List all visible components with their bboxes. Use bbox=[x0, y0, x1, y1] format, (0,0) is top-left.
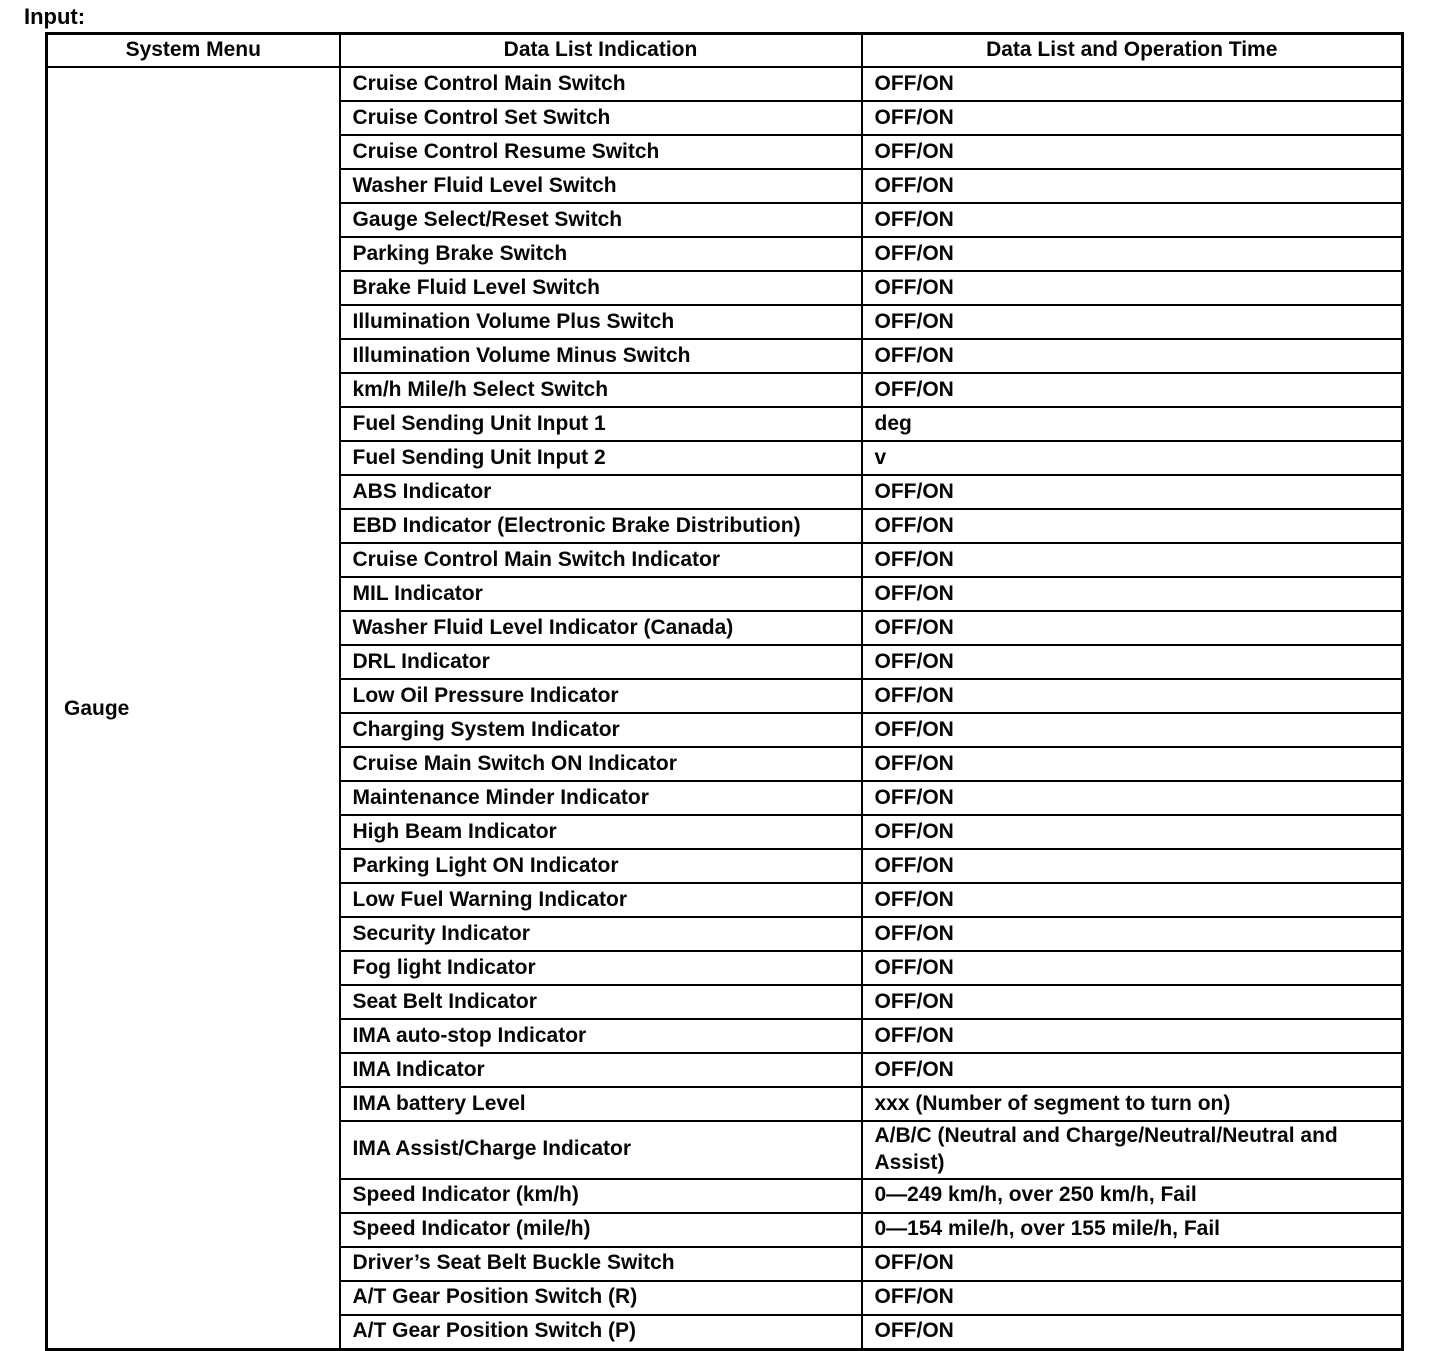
value-cell: OFF/ON bbox=[862, 509, 1403, 543]
indication-cell: ABS Indicator bbox=[340, 475, 862, 509]
system-menu-cell: Gauge bbox=[47, 67, 340, 1349]
table-header-row bbox=[47, 34, 1403, 68]
value-cell: OFF/ON bbox=[862, 645, 1403, 679]
indication-cell: DRL Indicator bbox=[340, 645, 862, 679]
value-cell: OFF/ON bbox=[862, 781, 1403, 815]
value-cell: OFF/ON bbox=[862, 475, 1403, 509]
indication-cell: Washer Fluid Level Switch bbox=[340, 169, 862, 203]
indication-cell: Speed Indicator (km/h) bbox=[340, 1179, 862, 1213]
value-cell: 0—154 mile/h, over 155 mile/h, Fail bbox=[862, 1213, 1403, 1247]
value-cell: OFF/ON bbox=[862, 339, 1403, 373]
indication-cell: Fuel Sending Unit Input 2 bbox=[340, 441, 862, 475]
indication-cell: Charging System Indicator bbox=[340, 713, 862, 747]
indication-cell: Seat Belt Indicator bbox=[340, 985, 862, 1019]
indication-cell: IMA battery Level bbox=[340, 1087, 862, 1121]
indication-cell: Gauge Select/Reset Switch bbox=[340, 203, 862, 237]
value-cell: OFF/ON bbox=[862, 815, 1403, 849]
indication-cell: Maintenance Minder Indicator bbox=[340, 781, 862, 815]
indication-cell: High Beam Indicator bbox=[340, 815, 862, 849]
value-cell: OFF/ON bbox=[862, 543, 1403, 577]
value-cell: OFF/ON bbox=[862, 577, 1403, 611]
value-cell: OFF/ON bbox=[862, 237, 1403, 271]
indication-cell: Speed Indicator (mile/h) bbox=[340, 1213, 862, 1247]
indication-cell: Brake Fluid Level Switch bbox=[340, 271, 862, 305]
value-cell: OFF/ON bbox=[862, 1019, 1403, 1053]
value-cell: OFF/ON bbox=[862, 203, 1403, 237]
value-cell: OFF/ON bbox=[862, 101, 1403, 135]
value-cell: A/B/C (Neutral and Charge/Neutral/Neutral and Assist) bbox=[862, 1121, 1403, 1179]
header-data-list-operation-time: Data List and Operation Time bbox=[862, 34, 1403, 68]
value-cell: OFF/ON bbox=[862, 679, 1403, 713]
value-cell: OFF/ON bbox=[862, 305, 1403, 339]
input-section-label: Input: bbox=[24, 4, 86, 29]
indication-cell: km/h Mile/h Select Switch bbox=[340, 373, 862, 407]
value-cell: OFF/ON bbox=[862, 713, 1403, 747]
value-cell: OFF/ON bbox=[862, 1053, 1403, 1087]
indication-cell: Low Oil Pressure Indicator bbox=[340, 679, 862, 713]
value-cell: OFF/ON bbox=[862, 917, 1403, 951]
value-cell: OFF/ON bbox=[862, 373, 1403, 407]
indication-cell: Fog light Indicator bbox=[340, 951, 862, 985]
value-cell: OFF/ON bbox=[862, 1281, 1403, 1315]
indication-cell: A/T Gear Position Switch (R) bbox=[340, 1281, 862, 1315]
value-cell: OFF/ON bbox=[862, 611, 1403, 645]
value-cell: 0—249 km/h, over 250 km/h, Fail bbox=[862, 1179, 1403, 1213]
indication-cell: Illumination Volume Minus Switch bbox=[340, 339, 862, 373]
indication-cell: Driver’s Seat Belt Buckle Switch bbox=[340, 1247, 862, 1281]
value-cell: OFF/ON bbox=[862, 849, 1403, 883]
indication-cell: Illumination Volume Plus Switch bbox=[340, 305, 862, 339]
value-cell: OFF/ON bbox=[862, 747, 1403, 781]
indication-cell: Parking Light ON Indicator bbox=[340, 849, 862, 883]
value-cell: v bbox=[862, 441, 1403, 475]
value-cell: OFF/ON bbox=[862, 883, 1403, 917]
indication-cell: Security Indicator bbox=[340, 917, 862, 951]
indication-cell: Cruise Control Resume Switch bbox=[340, 135, 862, 169]
value-cell: OFF/ON bbox=[862, 67, 1403, 101]
value-cell: OFF/ON bbox=[862, 985, 1403, 1019]
value-cell: OFF/ON bbox=[862, 1247, 1403, 1281]
indication-cell: Cruise Control Main Switch Indicator bbox=[340, 543, 862, 577]
value-cell: deg bbox=[862, 407, 1403, 441]
value-cell: OFF/ON bbox=[862, 1315, 1403, 1350]
indication-cell: Fuel Sending Unit Input 1 bbox=[340, 407, 862, 441]
value-cell: OFF/ON bbox=[862, 169, 1403, 203]
indication-cell: IMA Assist/Charge Indicator bbox=[340, 1121, 862, 1179]
table-body bbox=[47, 67, 1403, 1349]
data-list-table bbox=[45, 32, 1404, 1351]
value-cell: xxx (Number of segment to turn on) bbox=[862, 1087, 1403, 1121]
header-data-list-indication: Data List Indication bbox=[340, 34, 862, 68]
value-cell: OFF/ON bbox=[862, 951, 1403, 985]
indication-cell: Low Fuel Warning Indicator bbox=[340, 883, 862, 917]
header-system-menu: System Menu bbox=[47, 34, 340, 68]
indication-cell: Washer Fluid Level Indicator (Canada) bbox=[340, 611, 862, 645]
indication-cell: IMA auto-stop Indicator bbox=[340, 1019, 862, 1053]
indication-cell: Cruise Control Main Switch bbox=[340, 67, 862, 101]
indication-cell: Cruise Control Set Switch bbox=[340, 101, 862, 135]
indication-cell: IMA Indicator bbox=[340, 1053, 862, 1087]
value-cell: OFF/ON bbox=[862, 271, 1403, 305]
indication-cell: EBD Indicator (Electronic Brake Distribution) bbox=[340, 509, 862, 543]
indication-cell: Cruise Main Switch ON Indicator bbox=[340, 747, 862, 781]
table-row bbox=[47, 67, 1403, 101]
value-cell: OFF/ON bbox=[862, 135, 1403, 169]
indication-cell: MIL Indicator bbox=[340, 577, 862, 611]
indication-cell: A/T Gear Position Switch (P) bbox=[340, 1315, 862, 1350]
indication-cell: Parking Brake Switch bbox=[340, 237, 862, 271]
